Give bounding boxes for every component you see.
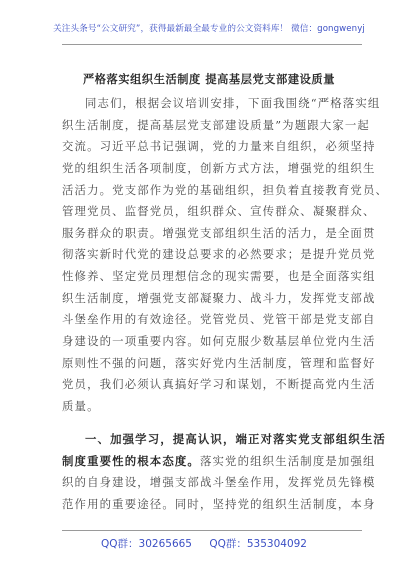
text-line: 党的组织生活各项制度，创新方式方法，增强党的组织生: [62, 160, 376, 175]
text-line: 织生活制度，提高基层党支部建设质量”为题跟大家一起: [62, 117, 370, 132]
text-line: 服务群众的职责。增强党支部组织生活的活力，是全面贯: [62, 225, 376, 240]
text-line: 原则性不强的问题，落实好党内生活制度，管理和监督好: [62, 355, 376, 370]
footer-contact: QQ群：30265665 QQ群：535304092: [101, 538, 307, 550]
document-title: 严格落实组织生活制度 提高基层党支部建设质量: [82, 72, 336, 86]
text-line: [62, 451, 376, 473]
section-heading-text: 制度重要性的根本态度。: [62, 453, 200, 468]
text-line: [62, 494, 376, 516]
text-line: 管理党员、监督党员，组织群众、宣传群众、凝聚群众、: [62, 204, 376, 219]
text-line: 织生活制度，增强党支部凝聚力、战斗力，发挥党支部战: [62, 290, 376, 305]
text-line: 活活力。党支部作为党的基础组织，担负着直接教育党员、: [62, 182, 389, 197]
header-promo: 关注头条号“公文研究”，获得最新最全最专业的公文资料库！ 微信：gongwenyj: [53, 24, 365, 34]
body-text: 范作用的重要途径。同时，坚持党的组织生活制度，本身: [62, 496, 376, 511]
paragraph-section-one: [62, 429, 386, 516]
body-text: 落实党的组织生活制度是加强组: [199, 453, 376, 468]
text-line: 交流。习近平总书记强调，党的力量来自组织，必须坚持: [62, 139, 376, 154]
section-heading-text: 一、加强学习，提高认识，端正对落实党支部组织生活: [85, 432, 386, 446]
text-line: 党员，我们必须认真搞好学习和谋划，不断提高党内生活: [62, 377, 376, 392]
text-line: 性修养、坚定党员理想信念的现实需要，也是全面落实组: [62, 269, 376, 284]
body-text: 织的自身建设，增强支部战斗堡垒作用，发挥党员先锋模: [62, 475, 376, 490]
text-line: 同志们，根据会议培训安排，下面我围绕“严格落实组: [85, 96, 381, 110]
text-line: 质量。: [62, 398, 100, 413]
header-divider: [62, 44, 362, 45]
text-line: [62, 472, 376, 494]
text-line: 斗堡垒作用的有效途径。党管党员、党管干部是党支部自: [62, 312, 376, 327]
footer-divider: [62, 530, 362, 531]
text-line: [62, 429, 386, 451]
paragraph-intro: [62, 93, 389, 418]
text-line: 彻落实新时代党的建设总要求的必然要求；是提升党员党: [62, 247, 376, 262]
text-line: 身建设的一项重要内容。如何克服少数基层单位党内生活: [62, 334, 376, 349]
